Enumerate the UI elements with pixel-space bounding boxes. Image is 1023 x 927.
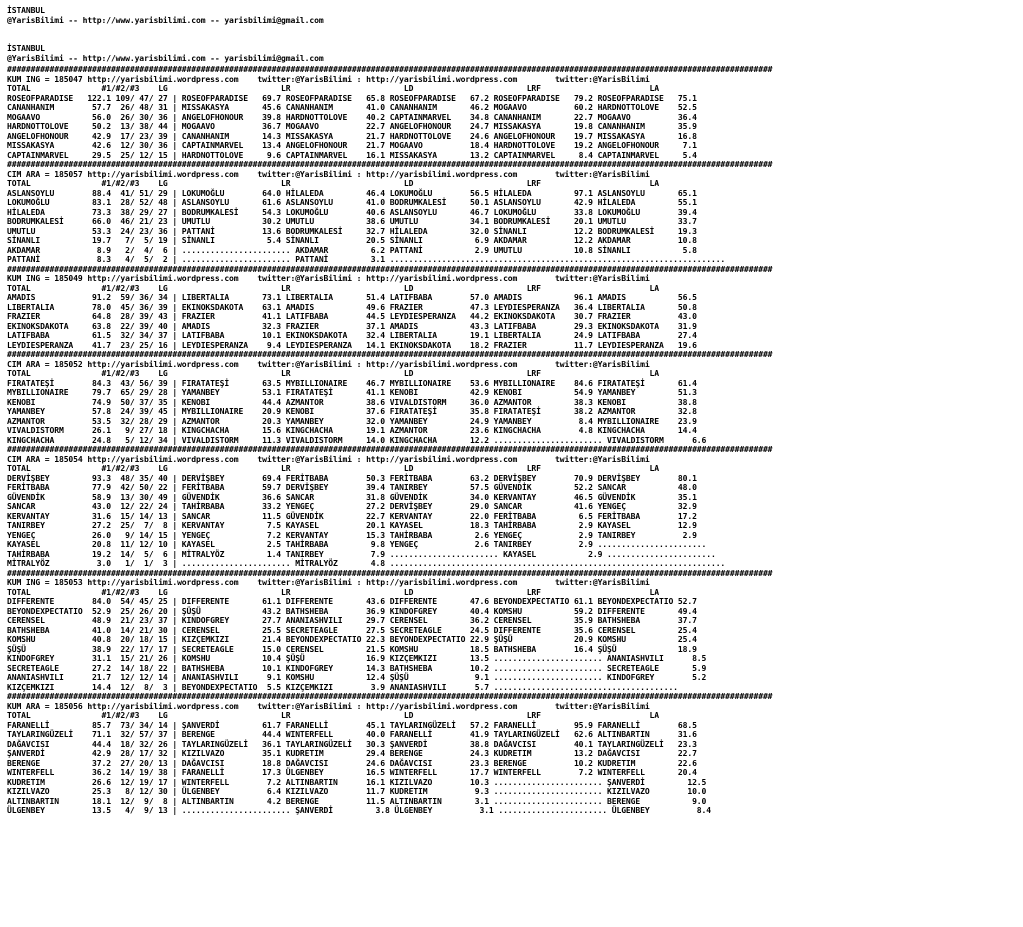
header-block-2: İSTANBUL @YarisBilimi -- http://www.yarisbilimi.com -- yarisbilimi@gmail.com [7,44,324,63]
header-block-1: İSTANBUL @YarisBilimi -- http://www.yarisbilimi.com -- yarisbilimi@gmail.com [7,6,324,25]
race-report-text: ################################################################################################################################################################## KUM ING = 185047 http://yarisbilimi.wordpress.com twitter:@YarisBilimi : http://yarisbilimi.wordpress.com twitter:@YarisBilimi TOTAL #1/#2/#3 LG LR LD LRF LA ROSEOFPARADISE 122.1 109/ 47/ 27 | ROSEOFPARADISE 69.7 ROSEOFPARADISE 65.8 ROSEOFPARADISE 67.2 ROSEOFPARADISE 79.2 ROSEOFPARADISE 75.1 CANANHANIM 57.7 26/ 48/ 31 | MISSAKASYA 45.6 CANANHANIM 41.0 CANANHANIM 46.2 MOGAAVO 60.2 HARDNOTTOLOVE 52.5 MOGAAVO 56.0 26/ 30/ 36 | ANGELOFHONOUR 39.8 HARDNOTTOLOVE 40.2 CAPTAINMARVEL 34.8 CANANHANIM 22.7 MOGAAVO 36.4 HARDNOTTOLOVE 50.2 13/ 38/ 44 | MOGAAVO 36.7 MOGAAVO 22.7 ANGELOFHONOUR 24.7 MISSAKASYA 19.8 CANANHANIM 35.9 ANGELOFHONOUR 42.9 17/ 23/ 39 | CANANHANIM 14.3 MISSAKASYA 21.7 HARDNOTTOLOVE 24.6 ANGELOFHONOUR 19.7 MISSAKASYA 16.8 MISSAKASYA 42.6 12/ 30/ 36 | CAPTAINMARVEL 13.4 ANGELOFHONOUR 21.7 MOGAAVO 18.4 HARDNOTTOLOVE 19.2 ANGELOFHONOUR 7.1 CAPTAINMARVEL 29.5 25/ 12/ 15 | HARDNOTTOLOVE 9.6 CAPTAINMARVEL 16.1 MISSAKASYA 13.2 CAPTAINMARVEL 8.4 CAPTAINMARVEL 5.4 ################################################################################################################################################################## CIM ARA = 185057 http://yarisbilimi.wordpress.com twitter:@YarisBilimi : http://yarisbilimi.wordpress.com twitter:@YarisBilimi TOTAL #1/#2/#3 LG LR LD LRF LA ASLANSOYLU 88.4 41/ 51/ 29 | LOKUMOĞLU 64.0 HİLALEDA 46.4 LOKUMOĞLU 56.5 HİLALEDA 97.1 ASLANSOYLU 65.1 LOKUMOĞLU 83.1 28/ 52/ 48 | ASLANSOYLU 61.6 ASLANSOYLU 41.0 BODRUMKALESİ 50.1 ASLANSOYLU 42.9 HİLALEDA 55.1 HİLALEDA 73.3 38/ 29/ 27 | BODRUMKALESİ 54.3 LOKUMOĞLU 40.6 ASLANSOYLU 46.7 LOKUMOĞLU 33.8 LOKUMOĞLU 39.4 BODRUMKALESİ 66.0 46/ 21/ 23 | UMUTLU 30.2 UMUTLU 38.6 UMUTLU 34.1 BODRUMKALESİ 20.1 UMUTLU 33.7 UMUTLU 53.3 24/ 23/ 36 | PATTANİ 13.6 BODRUMKALESİ 32.7 HİLALEDA 32.0 SİNANLI 12.2 BODRUMKALESİ 19.3 SİNANLI 19.7 7/ 5/ 19 | SİNANLI 5.4 SİNANLI 20.5 SİNANLI 6.9 AKDAMAR 12.2 AKDAMAR 10.8 AKDAMAR 8.9 2/ 4/ 6 | ....................... AKDAMAR 6.2 PATTANİ 2.9 UMUTLU 10.8 SİNANLI 5.8 PATTANİ 8.3 4/ 5/ 2 | ....................... PATTANİ 3.1 ....................................................................... ################################################################################################################################################################## KUM ING = 185049 http://yarisbilimi.wordpress.com twitter:@YarisBilimi : http://yarisbilimi.wordpress.com twitter:@YarisBilimi TOTAL #1/#2/#3 LG LR LD LRF LA AMADIS 91.2 59/ 36/ 34 | LIBERTALIA 73.1 LIBERTALIA 51.4 LATIFBABA 57.0 AMADIS 96.1 AMADIS 56.5 LIBERTALIA 78.0 45/ 36/ 39 | EKINOKSDAKOTA 63.1 AMADIS 49.6 FRAZIER 47.3 LEYDIESPERANZA 36.4 LIBERTALIA 50.8 FRAZIER 64.8 28/ 39/ 43 | FRAZIER 41.1 LATIFBABA 44.5 LEYDIESPERANZA 44.2 EKINOKSDAKOTA 30.7 FRAZIER 43.0 EKINOKSDAKOTA 63.8 22/ 39/ 40 | AMADIS 32.3 FRAZIER 37.1 AMADIS 43.3 LATIFBABA 29.3 EKINOKSDAKOTA 31.9 LATIFBABA 61.5 32/ 34/ 37 | LATIFBABA 10.1 EKINOKSDAKOTA 32.4 LIBERTALIA 19.1 LIBERTALIA 24.9 LATIFBABA 27.4 LEYDIESPERANZA 41.7 23/ 25/ 16 | LEYDIESPERANZA 9.4 LEYDIESPERANZA 14.1 EKINOKSDAKOTA 18.2 FRAZIER 11.7 LEYDIESPERANZA 19.6 ################################################################################################################################################################## CIM ARA = 185052 http://yarisbilimi.wordpress.com twitter:@YarisBilimi : http://yarisbilimi.wordpress.com twitter:@YarisBilimi TOTAL #1/#2/#3 LG LR LD LRF LA FIRATATEŞİ 84.3 43/ 56/ 39 | FIRATATEŞİ 63.5 MYBILLIONAIRE 46.7 MYBILLIONAIRE 53.6 MYBILLIONAIRE 84.6 FIRATATEŞİ 61.4 MYBILLIONAIRE 79.7 65/ 29/ 28 | YAMANBEY 53.1 FIRATATEŞİ 41.1 KENOBI 42.9 KENOBI 54.9 YAMANBEY 51.3 KENOBI 74.9 50/ 37/ 35 | KENOBI 44.4 AZMANTOR 38.6 VIVALDISTORM 36.0 AZMANTOR 38.3 KENOBI 38.8 YAMANBEY 57.8 24/ 39/ 45 | MYBILLIONAIRE 20.9 KENOBI 37.6 FIRATATEŞİ 35.8 FIRATATEŞİ 38.2 AZMANTOR 32.8 AZMANTOR 53.5 32/ 28/ 29 | AZMANTOR 20.3 YAMANBEY 32.0 YAMANBEY 24.9 YAMANBEY 8.4 MYBILLIONAIRE 23.9 VIVALDISTORM 26.1 9/ 27/ 18 | KINGCHACHA 15.6 KINGCHACHA 19.1 AZMANTOR 23.6 KINGCHACHA 4.8 KINGCHACHA 14.4 KINGCHACHA 24.8 5/ 12/ 34 | VIVALDISTORM 11.3 VIVALDISTORM 14.0 KINGCHACHA 12.2 ....................... VIVALDISTORM 6.6 ################################################################################################################################################################## CIM ARA = 185054 http://yarisbilimi.wordpress.com twitter:@YarisBilimi : http://yarisbilimi.wordpress.com twitter:@YarisBilimi TOTAL #1/#2/#3 LG LR LD LRF LA DERVİŞBEY 93.3 48/ 35/ 40 | DERVİŞBEY 69.4 FERİTBABA 50.3 FERİTBABA 63.2 DERVİŞBEY 70.9 DERVİŞBEY 80.1 FERİTBABA 77.9 42/ 50/ 22 | FERİTBABA 59.7 DERVİŞBEY 39.4 TANIRBEY 57.5 GÜVENDİK 52.2 SANCAR 48.0 GÜVENDİK 58.9 13/ 30/ 49 | GÜVENDİK 36.6 SANCAR 31.8 GÜVENDİK 34.0 KERVANTAY 46.5 GÜVENDİK 35.1 SANCAR 43.0 12/ 22/ 24 | TAHİRBABA 33.2 YENGEÇ 27.2 DERVİŞBEY 29.0 SANCAR 41.6 YENGEÇ 32.9 KERVANTAY 31.6 15/ 14/ 13 | SANCAR 11.5 GÜVENDİK 22.7 KERVANTAY 22.0 FERİTBABA 6.5 FERİTBABA 17.2 TANIRBEY 27.2 25/ 7/ 8 | KERVANTAY 7.5 KAYASEL 20.1 KAYASEL 18.3 TAHİRBABA 2.9 KAYASEL 12.9 YENGEÇ 26.0 9/ 14/ 15 | YENGEÇ 7.2 KERVANTAY 15.3 TAHİRBABA 2.6 YENGEÇ 2.9 TANIRBEY 2.9 KAYASEL 20.8 11/ 12/ 10 | KAYASEL 2.5 TAHİRBABA 9.8 YENGEÇ 2.6 TANIRBEY 2.9 ....................... TAHİRBABA 19.2 14/ 5/ 6 | MİTRALYÖZ 1.4 TANIRBEY 7.9 ....................... KAYASEL 2.9 ....................... MİTRALYÖZ 3.0 1/ 1/ 3 | ....................... MİTRALYÖZ 4.8 ....................................................................... ################################################################################################################################################################## KUM ING = 185053 http://yarisbilimi.wordpress.com twitter:@YarisBilimi : http://yarisbilimi.wordpress.com twitter:@YarisBilimi TOTAL #1/#2/#3 LG LR LD LRF LA DIFFERENTE 84.0 54/ 45/ 25 | DIFFERENTE 61.1 DIFFERENTE 43.6 DIFFERENTE 47.6 BEYONDEXPECTATIO 61.1 BEYONDEXPECTATIO 52.7 BEYONDEXPECTATIO 52.9 25/ 26/ 20 | ŞÜŞÜ 43.2 BATHSHEBA 36.9 KINDOFGREY 40.4 KOMSHU 59.2 DIFFERENTE 49.4 CERENSEL 48.9 21/ 23/ 37 | KINDOFGREY 27.7 ANANIASHVILI 29.7 CERENSEL 36.2 CERENSEL 35.9 BATHSHEBA 37.7 BATHSHEBA 41.0 14/ 21/ 30 | CERENSEL 25.5 SECRETEAGLE 27.5 SECRETEAGLE 24.5 DIFFERENTE 35.6 CERENSEL 25.4 KOMSHU 40.8 20/ 18/ 15 | KIZÇEMKIZI 21.4 BEYONDEXPECTATIO 22.3 BEYONDEXPECTATIO 22.9 ŞÜŞÜ 20.9 KOMSHU 25.4 ŞÜŞÜ 38.9 22/ 17/ 17 | SECRETEAGLE 15.0 CERENSEL 21.5 KOMSHU 18.5 BATHSHEBA 16.4 ŞÜŞÜ 18.9 KINDOFGREY 31.1 15/ 21/ 26 | KOMSHU 10.4 ŞÜŞÜ 16.9 KIZÇEMKIZI 13.5 ....................... ANANIASHVILI 8.5 SECRETEAGLE 27.2 14/ 18/ 22 | BATHSHEBA 10.1 KINDOFGREY 14.3 BATHSHEBA 10.2 ....................... SECRETEAGLE 5.9 ANANIASHVILI 21.7 12/ 12/ 14 | ANANIASHVILI 9.1 KOMSHU 12.4 ŞÜŞÜ 9.1 ....................... KINDOFGREY 5.2 KIZÇEMKIZI 14.4 12/ 8/ 3 | BEYONDEXPECTATIO 5.5 KIZÇEMKIZI 3.9 ANANIASHVILI 5.7 ....................................... ################################################################################################################################################################## KUM ARA = 185056 http://yarisbilimi.wordpress.com twitter:@YarisBilimi : http://yarisbilimi.wordpress.com twitter:@YarisBilimi TOTAL #1/#2/#3 LG LR LD LRF LA FARANELLİ 85.7 73/ 34/ 14 | ŞANVERDİ 61.7 FARANELLİ 45.1 TAYLARINGÜZELİ 57.2 FARANELLİ 95.9 FARANELLİ 68.5 TAYLARINGÜZELİ 71.1 32/ 57/ 37 | BERENGE 44.4 WINTERFELL 40.0 FARANELLİ 41.9 TAYLARINGÜZELİ 62.6 ALTINBARTIN 31.6 DAĞAVCISI 44.4 18/ 32/ 26 | TAYLARINGÜZELİ 36.1 TAYLARINGÜZELİ 30.3 ŞANVERDİ 38.8 DAĞAVCISI 40.1 TAYLARINGÜZELİ 23.3 ŞANVERDİ 42.9 28/ 17/ 32 | KIZILVAZO 35.1 KUDRETIM 29.4 BERENGE 24.3 KUDRETIM 13.2 DAĞAVCISI 22.7 BERENGE 37.2 27/ 20/ 13 | DAĞAVCISI 18.8 DAĞAVCISI 24.6 DAĞAVCISI 23.3 BERENGE 10.2 KUDRETIM 22.6 WINTERFELL 36.2 14/ 19/ 38 | FARANELLİ 17.3 ÜLGENBEY 16.5 WINTERFELL 17.7 WINTERFELL 7.2 WINTERFELL 20.4 KUDRETIM 26.6 12/ 19/ 17 | WINTERFELL 7.2 ALTINBARTIN 16.1 KIZILVAZO 10.3 ....................... ŞANVERDİ 12.5 KIZILVAZO 25.3 8/ 12/ 30 | ÜLGENBEY 6.4 KIZILVAZO 11.7 KUDRETIM 9.3 ....................... KIZILVAZO 10.0 ALTINBARTIN 18.1 12/ 9/ 8 | ALTINBARTIN 4.2 BERENGE 11.5 ALTINBARTIN 3.1 ....................... BERENGE 9.0 ÜLGENBEY 13.5 4/ 9/ 13 | ....................... ŞANVERDİ 3.8 ÜLGENBEY 3.1 ....................... ÜLGENBEY 8.4 [7,65,773,815]
